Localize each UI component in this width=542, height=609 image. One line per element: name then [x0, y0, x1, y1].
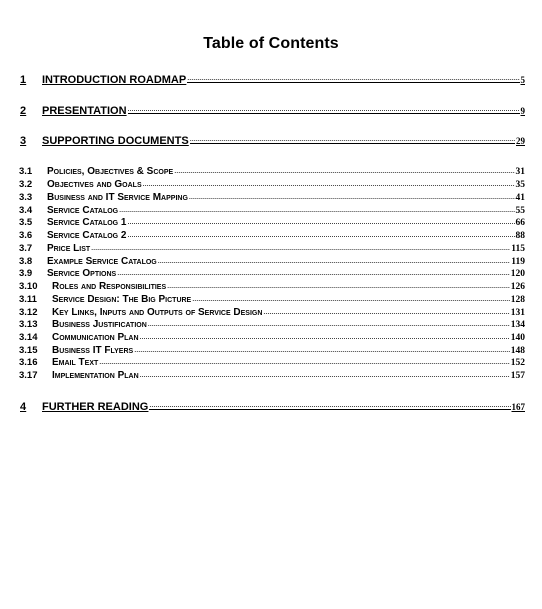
toc-entry-3-13[interactable]: [19, 318, 525, 331]
dot-leader: [190, 133, 515, 144]
section-number: 3.13: [19, 319, 38, 330]
page-number: 148: [510, 346, 525, 356]
section-label: Service Catalog 2: [47, 230, 127, 241]
toc-entry-further-reading[interactable]: [20, 399, 525, 413]
section-number: 3.7: [19, 243, 33, 254]
page-number: 66: [515, 218, 525, 228]
toc-entry-3-16[interactable]: [19, 356, 525, 369]
section-label: Business IT Flyers: [52, 345, 134, 356]
dot-leader: [192, 293, 510, 302]
section-number: 3.9: [19, 268, 33, 279]
page-number: 88: [515, 231, 525, 241]
dot-leader: [174, 165, 514, 174]
page-number: 131: [510, 308, 525, 318]
page-number: 119: [511, 257, 525, 267]
section-label: PRESENTATION: [42, 105, 127, 117]
dot-leader: [134, 344, 510, 353]
toc-entry-3-10[interactable]: [19, 280, 525, 293]
dot-leader: [119, 204, 514, 213]
section-number: 2: [20, 105, 27, 117]
section-label: Service Design: The Big Picture: [52, 294, 192, 305]
toc-entry-3-9[interactable]: [19, 267, 525, 280]
dot-leader: [263, 306, 509, 315]
dot-leader: [158, 255, 511, 264]
toc-entry-3-2[interactable]: [19, 178, 525, 191]
dot-leader: [91, 242, 510, 251]
dot-leader: [99, 356, 509, 365]
page-number: 9: [520, 106, 525, 116]
section-label: Policies, Objectives & Scope: [47, 166, 174, 177]
section-label: Example Service Catalog: [47, 256, 157, 267]
page-number: 55: [515, 206, 525, 216]
section-label: Price List: [47, 243, 91, 254]
dot-leader: [149, 399, 510, 410]
page-number: 134: [510, 320, 525, 330]
toc-entry-3-3[interactable]: [19, 191, 525, 204]
dot-leader: [117, 267, 510, 276]
page-number: 120: [510, 269, 525, 279]
section-label: Key Links, Inputs and Outputs of Service Design: [52, 307, 263, 318]
section-label: Business Justification: [52, 319, 147, 330]
toc-entry-3-17[interactable]: [19, 369, 525, 382]
section-number: 3.10: [19, 281, 38, 292]
section-number: 3.11: [19, 294, 37, 305]
toc-entry-supporting-documents[interactable]: [20, 133, 525, 147]
toc-entry-3-6[interactable]: [19, 229, 525, 242]
dot-leader: [128, 103, 520, 114]
section-label: FURTHER READING: [42, 401, 149, 413]
page-number: 41: [515, 193, 525, 203]
section-label: Email Text: [52, 357, 99, 368]
page-number: 157: [510, 371, 525, 381]
section-label: Communication Plan: [52, 332, 139, 343]
page-number: 35: [515, 180, 525, 190]
section-label: Implementation Plan: [52, 370, 139, 381]
toc-entry-3-1[interactable]: [19, 165, 525, 178]
section-number: 3: [20, 135, 27, 147]
dot-leader: [140, 369, 510, 378]
dot-leader: [148, 318, 510, 327]
page-number: 167: [511, 402, 525, 412]
dot-leader: [167, 280, 510, 289]
section-number: 3.8: [19, 256, 33, 267]
page-number: 152: [510, 358, 525, 368]
section-label: Roles and Responsibilities: [52, 281, 167, 292]
section-label: Business and IT Service Mapping: [47, 192, 188, 203]
page-number: 115: [511, 244, 525, 254]
section-label: Service Catalog: [47, 205, 119, 216]
toc-entry-presentation[interactable]: [20, 103, 525, 117]
page-number: 140: [510, 333, 525, 343]
dot-leader: [189, 191, 515, 200]
page-number: 5: [520, 75, 525, 85]
section-label: Service Catalog 1: [47, 217, 127, 228]
section-number: 3.3: [19, 192, 33, 203]
section-number: 3.17: [19, 370, 38, 381]
section-label: SUPPORTING DOCUMENTS: [42, 135, 189, 147]
toc-entry-3-7[interactable]: [19, 242, 525, 255]
section-number: 3.6: [19, 230, 33, 241]
section-label: Objectives and Goals: [47, 179, 142, 190]
section-number: 3.14: [19, 332, 38, 343]
dot-leader: [140, 331, 510, 340]
dot-leader: [187, 72, 519, 83]
page-number: 126: [510, 282, 525, 292]
toc-entry-3-5[interactable]: [19, 216, 525, 229]
section-number: 3.16: [19, 357, 38, 368]
toc-entry-introduction-roadmap[interactable]: [20, 72, 525, 86]
dot-leader: [127, 229, 514, 238]
section-number: 3.4: [19, 205, 33, 216]
section-number: 1: [20, 74, 27, 86]
section-number: 3.12: [19, 307, 38, 318]
toc-title: Table of Contents: [203, 35, 339, 52]
page-number: 31: [515, 167, 525, 177]
section-label: Service Options: [47, 268, 117, 279]
toc-entry-3-14[interactable]: [19, 331, 525, 344]
dot-leader: [127, 216, 514, 225]
section-number: 3.5: [19, 217, 33, 228]
section-number: 3.2: [19, 179, 33, 190]
section-number: 4: [20, 401, 27, 413]
section-label: INTRODUCTION ROADMAP: [42, 74, 187, 86]
toc-entry-3-11[interactable]: [19, 293, 525, 306]
page-number: 29: [516, 136, 525, 146]
section-number: 3.1: [19, 166, 33, 177]
dot-leader: [143, 178, 515, 187]
section-number: 3.15: [19, 345, 38, 356]
page-number: 128: [510, 295, 525, 305]
